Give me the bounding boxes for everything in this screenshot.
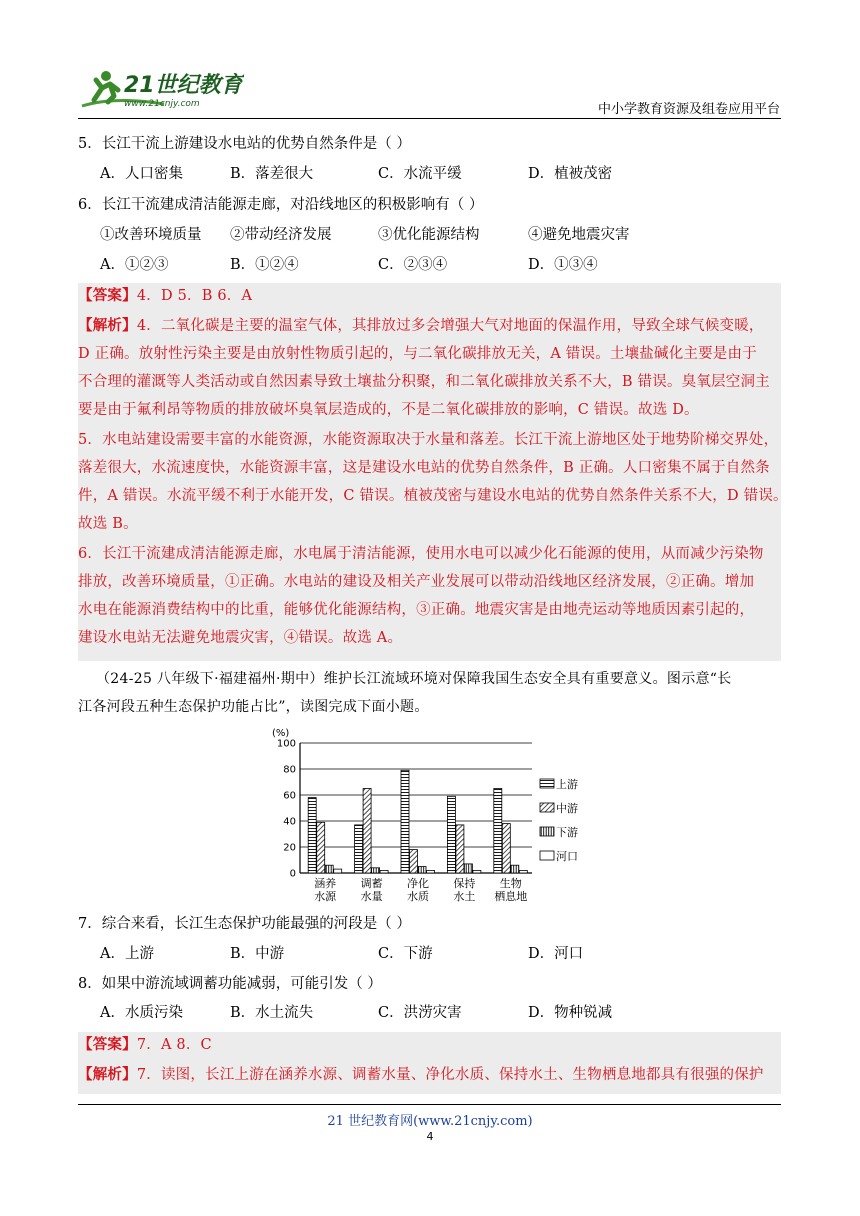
x-tick-label: 生物 bbox=[499, 877, 522, 890]
bar bbox=[380, 870, 388, 873]
answer-text: 4．D 5．B 6．A bbox=[136, 288, 253, 304]
bar bbox=[410, 850, 418, 873]
answer-row-2 bbox=[78, 1035, 212, 1055]
bar bbox=[456, 825, 464, 873]
analysis-line: 落差很大，水流速度快，水能资源丰富，这是建设水电站的优势自然条件，B 正确。人口密集不属于自然条 bbox=[78, 460, 770, 476]
bar bbox=[494, 789, 502, 874]
q7-option-c: C．下游 bbox=[378, 946, 433, 962]
x-tick-label: 保持 bbox=[453, 877, 476, 890]
analysis-text: 4．二氧化碳是主要的温室气体，其排放过多会增强大气对地面的保温作用，导致全球气候变暖， bbox=[136, 318, 764, 334]
q6-option-c: C．②③④ bbox=[378, 257, 448, 273]
answer-tag: 【答案】 bbox=[78, 287, 137, 304]
header-divider bbox=[78, 118, 781, 119]
q6-item-4: ④避免地震灾害 bbox=[528, 227, 630, 243]
q6-item-1: ①改善环境质量 bbox=[100, 227, 202, 243]
legend-swatch bbox=[540, 827, 554, 836]
y-tick-label: 80 bbox=[283, 764, 296, 776]
bar bbox=[372, 868, 380, 873]
answer-row-1 bbox=[78, 286, 252, 306]
intro-line-2: 江各河段五种生态保护功能占比”，读图完成下面小题。 bbox=[78, 699, 429, 715]
y-tick-label: 0 bbox=[289, 868, 296, 880]
bar bbox=[519, 870, 527, 873]
bar bbox=[464, 864, 472, 873]
q7-option-a: A．上游 bbox=[100, 946, 154, 962]
q5-option-c: C．水流平缓 bbox=[378, 166, 462, 182]
analysis-line: 不合理的灌溉等人类活动或自然因素导致土壤盐分积聚，和二氧化碳排放关系不大，B 错误。臭氧层空洞主 bbox=[78, 374, 770, 390]
bar bbox=[447, 796, 455, 873]
analysis-line bbox=[78, 316, 764, 336]
x-tick-label: 水质 bbox=[407, 890, 429, 903]
logo-text: 21世纪教育 bbox=[124, 73, 243, 98]
legend-label: 上游 bbox=[556, 778, 578, 791]
analysis-tag: 【解析】 bbox=[78, 1066, 137, 1083]
q5-option-b: B．落差很大 bbox=[230, 166, 314, 182]
q5-option-a: A．人口密集 bbox=[100, 166, 183, 182]
analysis-line: 5．水电站建设需要丰富的水能资源，水能资源取决于水量和落差。长江干流上游地区处于地势阶梯交界处， bbox=[78, 432, 779, 448]
q7-option-b: B．中游 bbox=[230, 946, 285, 962]
q6-item-2: ②带动经济发展 bbox=[230, 227, 332, 243]
answer-tag: 【答案】 bbox=[78, 1036, 137, 1053]
bar bbox=[355, 825, 363, 873]
q6-item-3: ③优化能源结构 bbox=[378, 227, 480, 243]
y-axis-label: (%) bbox=[272, 728, 290, 739]
y-tick-label: 40 bbox=[283, 816, 296, 828]
footer-site-link[interactable]: 21 世纪教育网(www.21cnjy.com) bbox=[327, 1114, 533, 1129]
legend-label: 中游 bbox=[556, 802, 578, 815]
q8-option-d: D．物种锐减 bbox=[528, 1005, 613, 1021]
footer-divider bbox=[78, 1104, 781, 1105]
question-5-stem: 5．长江干流上游建设水电站的优势自然条件是（ ） bbox=[78, 136, 411, 152]
analysis-line: 水电在能源消费结构中的比重，能够优化能源结构，③正确。地震灾害是由地壳运动等地质因素引起的， bbox=[78, 602, 755, 618]
question-8-stem: 8．如果中游流域调蓄功能减弱，可能引发（ ） bbox=[78, 976, 382, 992]
intro-line-1: （24-25 八年级下·福建福州·期中）维护长江流域环境对保障我国生态安全具有重要意义。图示意“长 bbox=[96, 671, 732, 687]
analysis-line bbox=[78, 1065, 764, 1085]
q6-option-d: D．①③④ bbox=[528, 257, 598, 273]
analysis-line: D 正确。放射性污染主要是由放射性物质引起的，与二氧化碳排放无关，A 错误。土壤盐碱化主要是由于 bbox=[78, 346, 757, 362]
analysis-line: 件，A 错误。水流平缓不利于水能开发，C 错误。植被茂密与建设水电站的优势自然条件关系不大，D 错误。 bbox=[78, 488, 788, 504]
bar bbox=[401, 770, 409, 873]
q8-option-c: C．洪涝灾害 bbox=[378, 1005, 462, 1021]
q8-option-b: B．水土流失 bbox=[230, 1005, 314, 1021]
ecology-function-bar-chart bbox=[270, 725, 600, 910]
runner-logo-icon bbox=[74, 66, 244, 118]
q8-option-a: A．水质污染 bbox=[100, 1005, 183, 1021]
analysis-line: 6．长江干流建成清洁能源走廊，水电属于清洁能源，使用水电可以减少化石能源的使用，从而减少污染物 bbox=[78, 546, 764, 562]
x-tick-label: 水量 bbox=[360, 890, 383, 903]
x-tick-label: 栖息地 bbox=[494, 890, 528, 903]
q7-option-d: D．河口 bbox=[528, 946, 584, 962]
logo-url: www.21cnjy.com bbox=[124, 99, 200, 109]
bar bbox=[502, 824, 510, 873]
legend-swatch bbox=[540, 803, 554, 812]
analysis-line: 故选 B。 bbox=[78, 516, 138, 532]
bar bbox=[473, 870, 481, 873]
site-logo bbox=[74, 66, 244, 118]
analysis-line: 建设水电站无法避免地震灾害，④错误。故选 A。 bbox=[78, 630, 403, 646]
q6-option-b: B．①②④ bbox=[230, 257, 299, 273]
bar bbox=[418, 867, 426, 874]
bar bbox=[363, 789, 371, 874]
answer-text: 7．A 8．C bbox=[136, 1037, 212, 1053]
legend-label: 下游 bbox=[556, 826, 578, 839]
q5-option-d: D．植被茂密 bbox=[528, 166, 613, 182]
bar bbox=[308, 798, 316, 873]
question-7-stem: 7．综合来看，长江生态保护功能最强的河段是（ ） bbox=[78, 916, 411, 932]
legend-label: 河口 bbox=[556, 850, 578, 863]
analysis-line: 要是由于氟利昂等物质的排放破坏臭氧层造成的，不是二氧化碳排放的影响，C 错误。故选 D。 bbox=[78, 402, 699, 418]
x-tick-label: 净化 bbox=[407, 877, 429, 890]
analysis-text: 7．读图，长江上游在涵养水源、调蓄水量、净化水质、保持水土、生物栖息地都具有很强的保护 bbox=[136, 1067, 764, 1083]
y-tick-label: 100 bbox=[276, 738, 296, 750]
analysis-line: 排放，改善环境质量，①正确。水电站的建设及相关产业发展可以带动沿线地区经济发展，②正确。增加 bbox=[78, 574, 755, 590]
bar bbox=[325, 865, 333, 873]
bar bbox=[334, 869, 342, 873]
question-6-stem: 6．长江干流建成清洁能源走廊，对沿线地区的积极影响有（ ） bbox=[78, 197, 484, 213]
platform-name: 中小学教育资源及组卷应用平台 bbox=[597, 102, 780, 117]
analysis-tag: 【解析】 bbox=[78, 317, 137, 334]
y-tick-label: 60 bbox=[283, 790, 296, 802]
x-tick-label: 水源 bbox=[314, 890, 337, 903]
q6-option-a: A．①②③ bbox=[100, 257, 169, 273]
x-tick-label: 涵养 bbox=[314, 877, 337, 890]
bar bbox=[317, 822, 325, 873]
legend-swatch bbox=[540, 779, 554, 788]
legend-swatch bbox=[540, 851, 554, 860]
bar bbox=[511, 865, 519, 873]
page-number: 4 bbox=[426, 1130, 434, 1143]
x-tick-label: 水土 bbox=[453, 890, 476, 903]
bar bbox=[427, 870, 435, 873]
x-tick-label: 调蓄 bbox=[360, 877, 383, 890]
y-tick-label: 20 bbox=[283, 842, 296, 854]
